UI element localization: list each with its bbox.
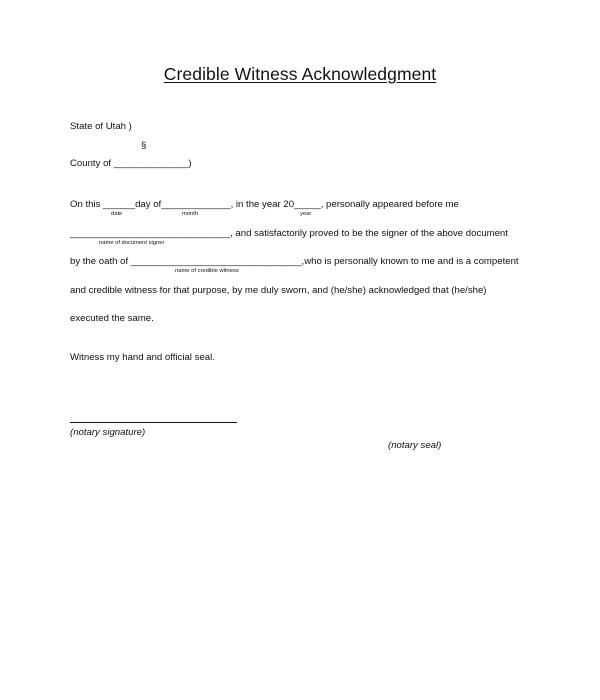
notary-signature-label: (notary signature) <box>70 427 146 438</box>
label-year: year <box>300 211 312 217</box>
label-month: month <box>182 211 199 217</box>
label-document-signer: name of document signer <box>99 240 165 246</box>
label-date: date <box>111 211 123 217</box>
section-symbol: § <box>141 140 147 151</box>
state-line: State of Utah ) <box>70 121 132 132</box>
notary-signature-line <box>70 422 237 423</box>
county-line: County of ______________) <box>70 158 192 169</box>
paragraph-line-3: by the oath of ________________________________,who is personally known to me and is a competent <box>70 256 519 267</box>
witness-statement: Witness my hand and official seal. <box>70 352 215 363</box>
paragraph-line-4: and credible witness for that purpose, by me duly sworn, and (he/she) acknowledged that (he/she) <box>70 285 487 296</box>
paragraph-line-5: executed the same. <box>70 313 154 324</box>
paragraph-line-1: On this ______day of_____________, in the year 20_____, personally appeared before me <box>70 199 459 210</box>
paragraph-line-2: ______________________________, and satisfactorily proved to be the signer of the above document <box>70 228 508 239</box>
label-credible-witness: name of credible witness <box>175 268 239 274</box>
document-title: Credible Witness Acknowledgment <box>163 64 437 84</box>
notary-seal-label: (notary seal) <box>388 440 442 451</box>
